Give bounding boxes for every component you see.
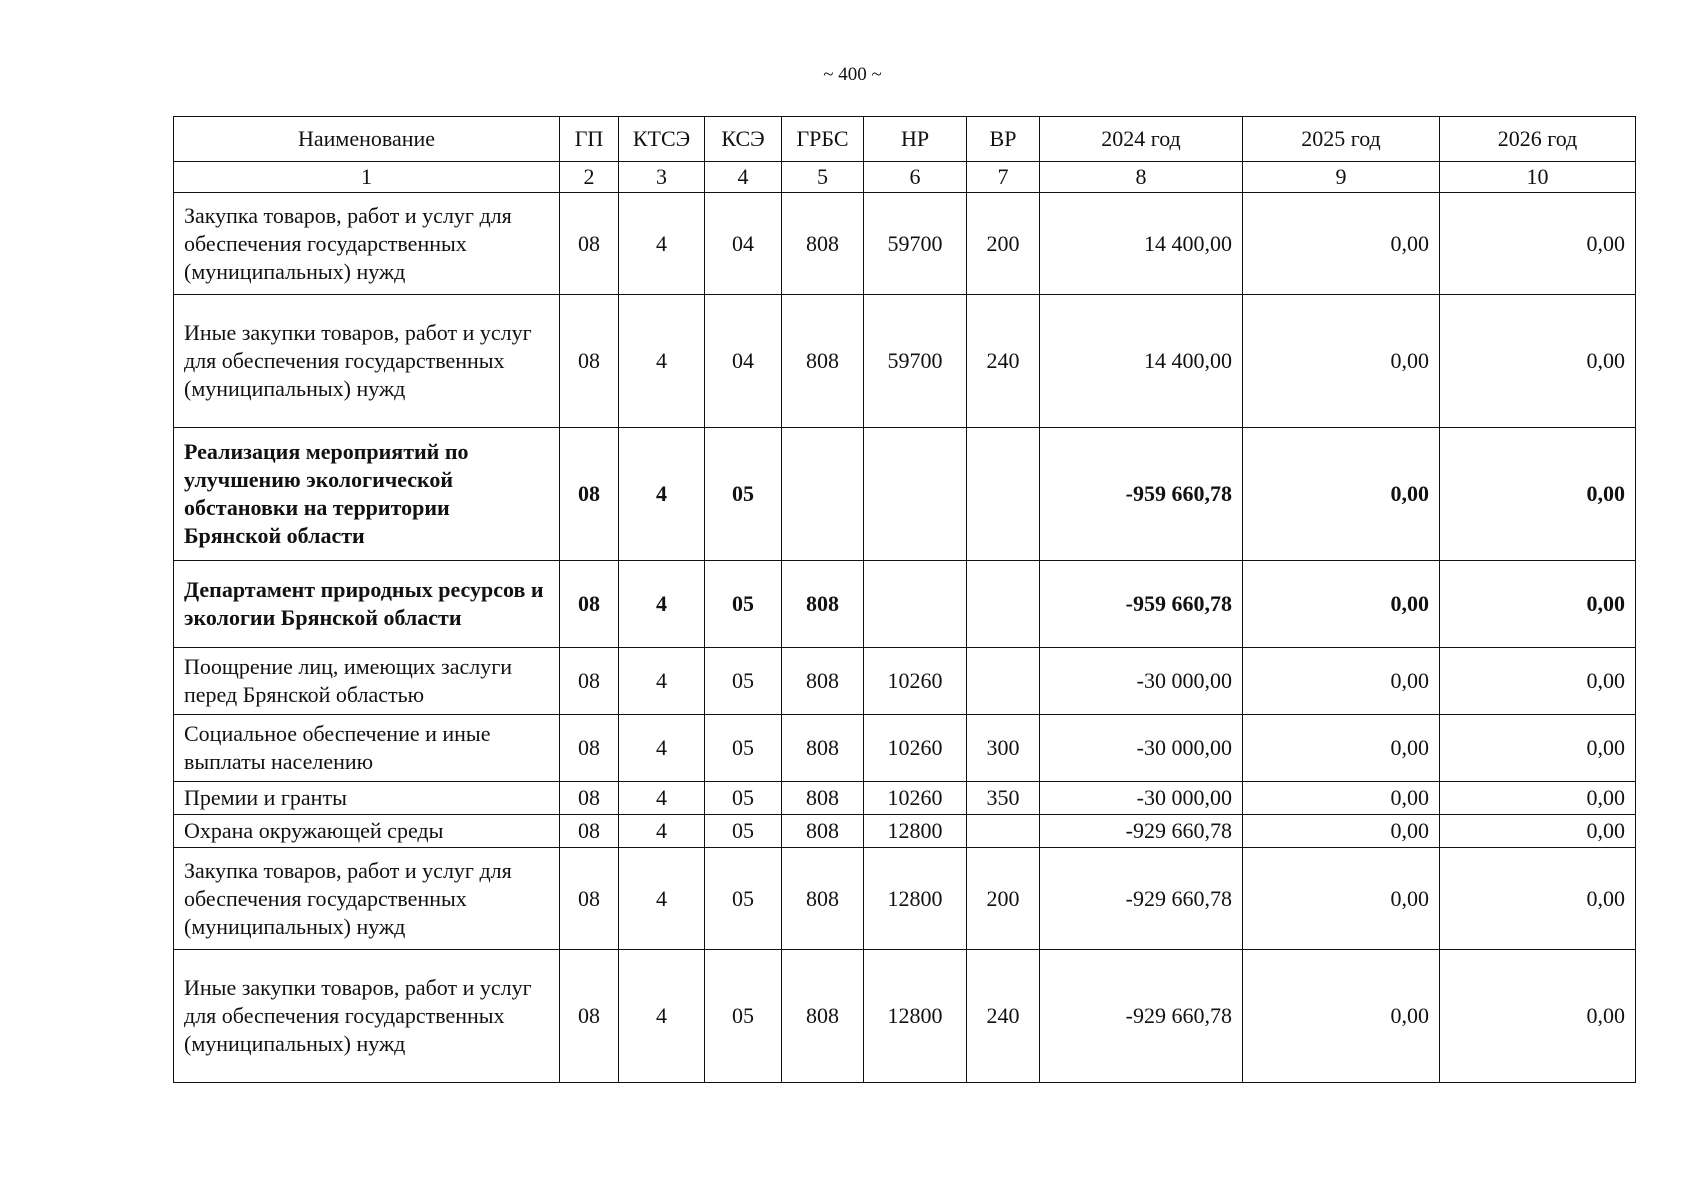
- row-ktse: 4: [619, 561, 705, 648]
- row-kse: 05: [705, 782, 782, 815]
- row-2025: 0,00: [1243, 815, 1440, 848]
- row-2026: 0,00: [1440, 715, 1636, 782]
- row-name: Иные закупки товаров, работ и услуг для обеспечения государственных (муниципальных) нужд: [174, 295, 560, 428]
- row-kse: 04: [705, 193, 782, 295]
- row-gp: 08: [560, 715, 619, 782]
- row-kse: 04: [705, 295, 782, 428]
- row-gp: 08: [560, 950, 619, 1083]
- column-number: 10: [1440, 162, 1636, 193]
- header-row: [174, 117, 1636, 162]
- row-vr: [967, 648, 1040, 715]
- row-grbs: 808: [782, 295, 864, 428]
- header-ktse: КТСЭ: [619, 117, 705, 162]
- row-name: Закупка товаров, работ и услуг для обеспечения государственных (муниципальных) нужд: [174, 848, 560, 950]
- row-gp: 08: [560, 815, 619, 848]
- row-2026: 0,00: [1440, 950, 1636, 1083]
- row-nr: 59700: [864, 295, 967, 428]
- row-nr: 10260: [864, 782, 967, 815]
- row-2024: -929 660,78: [1040, 950, 1243, 1083]
- row-grbs: 808: [782, 782, 864, 815]
- table-row: [174, 295, 1636, 428]
- row-grbs: 808: [782, 648, 864, 715]
- row-2026: 0,00: [1440, 193, 1636, 295]
- column-number: 3: [619, 162, 705, 193]
- row-ktse: 4: [619, 428, 705, 561]
- row-ktse: 4: [619, 193, 705, 295]
- row-2024: -959 660,78: [1040, 561, 1243, 648]
- header-name: Наименование: [174, 117, 560, 162]
- table-row: [174, 782, 1636, 815]
- table-row: [174, 815, 1636, 848]
- row-2025: 0,00: [1243, 428, 1440, 561]
- budget-table: [173, 116, 1636, 1083]
- row-2025: 0,00: [1243, 848, 1440, 950]
- row-ktse: 4: [619, 648, 705, 715]
- row-kse: 05: [705, 848, 782, 950]
- column-number-row: [174, 162, 1636, 193]
- row-2024: -959 660,78: [1040, 428, 1243, 561]
- row-kse: 05: [705, 561, 782, 648]
- row-2024: -929 660,78: [1040, 815, 1243, 848]
- header-2024: 2024 год: [1040, 117, 1243, 162]
- header-nr: НР: [864, 117, 967, 162]
- row-nr: 12800: [864, 848, 967, 950]
- row-kse: 05: [705, 950, 782, 1083]
- row-2026: 0,00: [1440, 295, 1636, 428]
- row-vr: 350: [967, 782, 1040, 815]
- row-kse: 05: [705, 815, 782, 848]
- row-name: Премии и гранты: [174, 782, 560, 815]
- row-2026: 0,00: [1440, 648, 1636, 715]
- row-gp: 08: [560, 428, 619, 561]
- row-grbs: 808: [782, 561, 864, 648]
- row-vr: 240: [967, 295, 1040, 428]
- row-gp: 08: [560, 782, 619, 815]
- row-vr: 300: [967, 715, 1040, 782]
- row-2025: 0,00: [1243, 561, 1440, 648]
- row-ktse: 4: [619, 715, 705, 782]
- row-name: Поощрение лиц, имеющих заслуги перед Брянской областью: [174, 648, 560, 715]
- row-vr: [967, 561, 1040, 648]
- row-grbs: [782, 428, 864, 561]
- row-gp: 08: [560, 561, 619, 648]
- row-2026: 0,00: [1440, 782, 1636, 815]
- column-number: 7: [967, 162, 1040, 193]
- row-2024: 14 400,00: [1040, 295, 1243, 428]
- header-vr: ВР: [967, 117, 1040, 162]
- table-row: [174, 848, 1636, 950]
- column-number: 5: [782, 162, 864, 193]
- header-2026: 2026 год: [1440, 117, 1636, 162]
- table-row: [174, 715, 1636, 782]
- header-grbs: ГРБС: [782, 117, 864, 162]
- row-vr: 200: [967, 193, 1040, 295]
- row-kse: 05: [705, 648, 782, 715]
- column-number: 2: [560, 162, 619, 193]
- row-grbs: 808: [782, 950, 864, 1083]
- row-grbs: 808: [782, 815, 864, 848]
- row-2024: -30 000,00: [1040, 715, 1243, 782]
- row-nr: [864, 428, 967, 561]
- row-name: Департамент природных ресурсов и экологии Брянской области: [174, 561, 560, 648]
- row-ktse: 4: [619, 848, 705, 950]
- row-gp: 08: [560, 848, 619, 950]
- row-gp: 08: [560, 295, 619, 428]
- row-grbs: 808: [782, 193, 864, 295]
- table-row: [174, 950, 1636, 1083]
- row-grbs: 808: [782, 715, 864, 782]
- row-2025: 0,00: [1243, 715, 1440, 782]
- table-row: [174, 648, 1636, 715]
- table-row: [174, 428, 1636, 561]
- row-2026: 0,00: [1440, 561, 1636, 648]
- row-2025: 0,00: [1243, 648, 1440, 715]
- row-name: Социальное обеспечение и иные выплаты населению: [174, 715, 560, 782]
- row-nr: 12800: [864, 815, 967, 848]
- row-kse: 05: [705, 428, 782, 561]
- row-2025: 0,00: [1243, 295, 1440, 428]
- row-nr: [864, 561, 967, 648]
- column-number: 4: [705, 162, 782, 193]
- row-ktse: 4: [619, 815, 705, 848]
- row-2024: -30 000,00: [1040, 782, 1243, 815]
- row-name: Иные закупки товаров, работ и услуг для обеспечения государственных (муниципальных) нужд: [174, 950, 560, 1083]
- row-ktse: 4: [619, 950, 705, 1083]
- row-ktse: 4: [619, 295, 705, 428]
- table-row: [174, 193, 1636, 295]
- row-name: Охрана окружающей среды: [174, 815, 560, 848]
- row-2024: -929 660,78: [1040, 848, 1243, 950]
- row-vr: 200: [967, 848, 1040, 950]
- table-row: [174, 561, 1636, 648]
- row-2026: 0,00: [1440, 815, 1636, 848]
- row-2024: -30 000,00: [1040, 648, 1243, 715]
- row-gp: 08: [560, 193, 619, 295]
- row-2026: 0,00: [1440, 848, 1636, 950]
- row-vr: 240: [967, 950, 1040, 1083]
- column-number: 9: [1243, 162, 1440, 193]
- row-2024: 14 400,00: [1040, 193, 1243, 295]
- row-name: Закупка товаров, работ и услуг для обеспечения государственных (муниципальных) нужд: [174, 193, 560, 295]
- column-number: 6: [864, 162, 967, 193]
- row-vr: [967, 428, 1040, 561]
- header-2025: 2025 год: [1243, 117, 1440, 162]
- column-number: 1: [174, 162, 560, 193]
- row-nr: 10260: [864, 715, 967, 782]
- row-name: Реализация мероприятий по улучшению экологической обстановки на территории Брянской области: [174, 428, 560, 561]
- header-kse: КСЭ: [705, 117, 782, 162]
- row-2025: 0,00: [1243, 950, 1440, 1083]
- row-gp: 08: [560, 648, 619, 715]
- row-2026: 0,00: [1440, 428, 1636, 561]
- row-2025: 0,00: [1243, 193, 1440, 295]
- column-number: 8: [1040, 162, 1243, 193]
- row-kse: 05: [705, 715, 782, 782]
- row-nr: 10260: [864, 648, 967, 715]
- row-nr: 59700: [864, 193, 967, 295]
- page-number: ~ 400 ~: [823, 64, 882, 85]
- row-nr: 12800: [864, 950, 967, 1083]
- row-ktse: 4: [619, 782, 705, 815]
- row-grbs: 808: [782, 848, 864, 950]
- row-2025: 0,00: [1243, 782, 1440, 815]
- header-gp: ГП: [560, 117, 619, 162]
- row-vr: [967, 815, 1040, 848]
